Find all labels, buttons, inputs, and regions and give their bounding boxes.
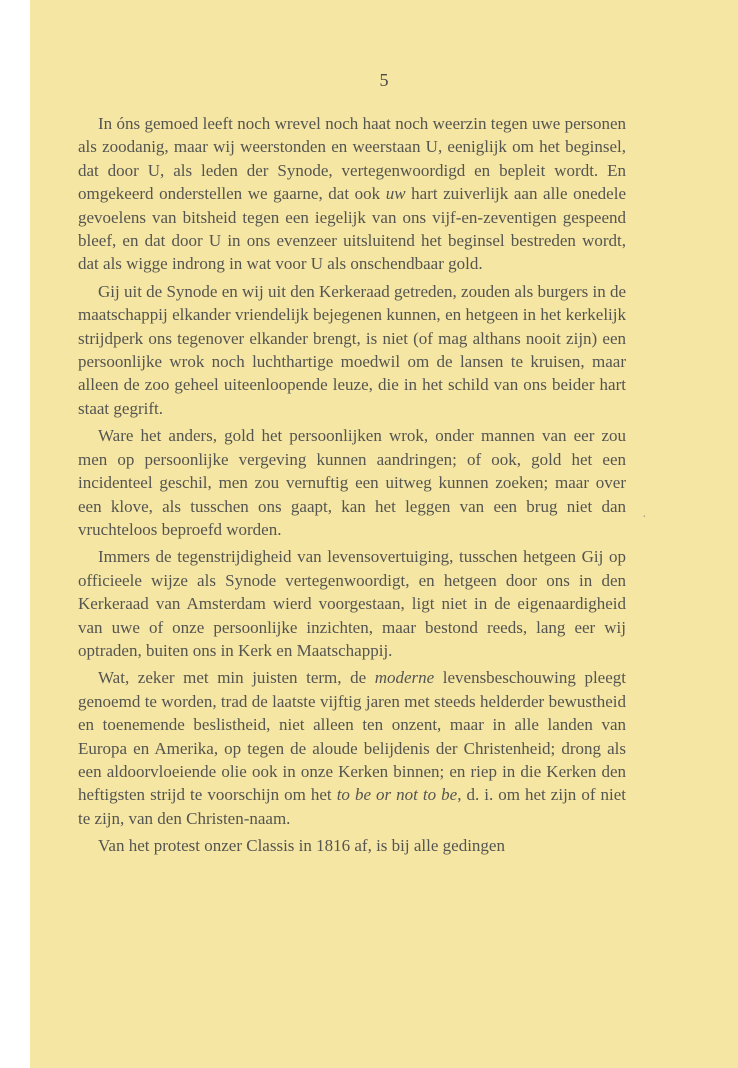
paragraph-2-text: Gij uit de Synode en wij uit den Kerkeraad getreden, zouden als burgers in de maatschappij elkander vriendelijk bejegenen kunnen, en hetgeen in het kerkelijk strijdperk ons tegenover elkander brengt, is niet (of mag althans nooit zijn) een persoonlijke wrok noch luchthartige moedwil om de lansen te kruisen, maar alleen de zoo geheel uiteenloopende leuze, die in het schild van ons beider hart staat gegrift. bbox=[78, 281, 626, 418]
paragraph-5-text-a: Wat, zeker met min juisten term, de bbox=[98, 668, 375, 688]
paragraph-3 bbox=[78, 424, 626, 541]
paragraph-1-text-b: hart zuiverlijk aan alle onedele gevoelens van bitsheid tegen een iegelijk van ons vijf-en-zeventigen gespeend bleef, en dat door U in ons evenzeer uitsluitend het beginsel bestreden wordt, dat als wigge indrong in wat voor U als onschendbaar gold. bbox=[78, 184, 626, 274]
paragraph-1-italic-uw: uw bbox=[385, 184, 406, 204]
paragraph-1-text-a: In óns gemoed leeft noch wrevel noch haat noch weerzin tegen uwe personen als zoodanig, maar wij weerstonden en weerstaan U, eeniglijk om het beginsel, dat door U, als leden der Synode, vertegenwoordigd en bepleit wordt. En omgekeerd onderstellen we gaarne, dat ook bbox=[78, 114, 626, 204]
paragraph-1 bbox=[78, 112, 626, 276]
body-text bbox=[78, 112, 626, 862]
paragraph-4-text: Immers de tegenstrijdigheid van levensovertuiging, tusschen hetgeen Gij op officieele wijze als Synode vertegenwoordigt, en hetgeen door ons in den Kerkeraad van Amsterdam wierd voorgestaan, ligt niet in de eigenaardigheid van uwe of onze persoonlijke inzichten, maar bestond reeds, lang eer wij optraden, buiten ons in Kerk en Maatschappij. bbox=[78, 547, 626, 660]
paragraph-6-text: Van het protest onzer Classis in 1816 af, is bij alle gedingen bbox=[98, 836, 505, 856]
paragraph-5 bbox=[78, 666, 626, 830]
page-number: 5 bbox=[379, 70, 389, 90]
paragraph-5-italic-to-be: to be or not to be bbox=[336, 785, 458, 805]
paragraph-5-italic-moderne: moderne bbox=[374, 668, 435, 688]
paragraph-2 bbox=[78, 280, 626, 420]
scanned-page bbox=[30, 0, 738, 1068]
margin-mark: · bbox=[642, 510, 647, 525]
paragraph-3-text: Ware het anders, gold het persoonlijken wrok, onder mannen van eer zou men op persoonlijke vergeving kunnen aandringen; of ook, gold het een incidenteel geschil, men zou vernuftig een uitweg kunnen zoeken; maar over een klove, als tusschen ons gaapt, kan het leggen van een brug niet dan vruchteloos beproefd worden. bbox=[78, 426, 626, 539]
paragraph-5-text-c: , d. i. om het zijn of niet te zijn, van den Christen-naam. bbox=[78, 785, 627, 828]
paragraph-5-text-b: levensbeschouwing pleegt genoemd te worden, trad de laatste vijftig jaren met steeds helderder bewustheid en toenemende beslistheid, niet alleen ten onzent, maar in alle landen van Europa en Amerika, op tegen de aloude belijdenis der Christenheid; drong als een aldoorvloeiende olie ook in onze Kerken binnen; en riep in die Kerken den heftigsten strijd te voorschijn om het bbox=[78, 668, 626, 805]
paragraph-6 bbox=[78, 834, 626, 857]
paragraph-4 bbox=[78, 545, 626, 662]
